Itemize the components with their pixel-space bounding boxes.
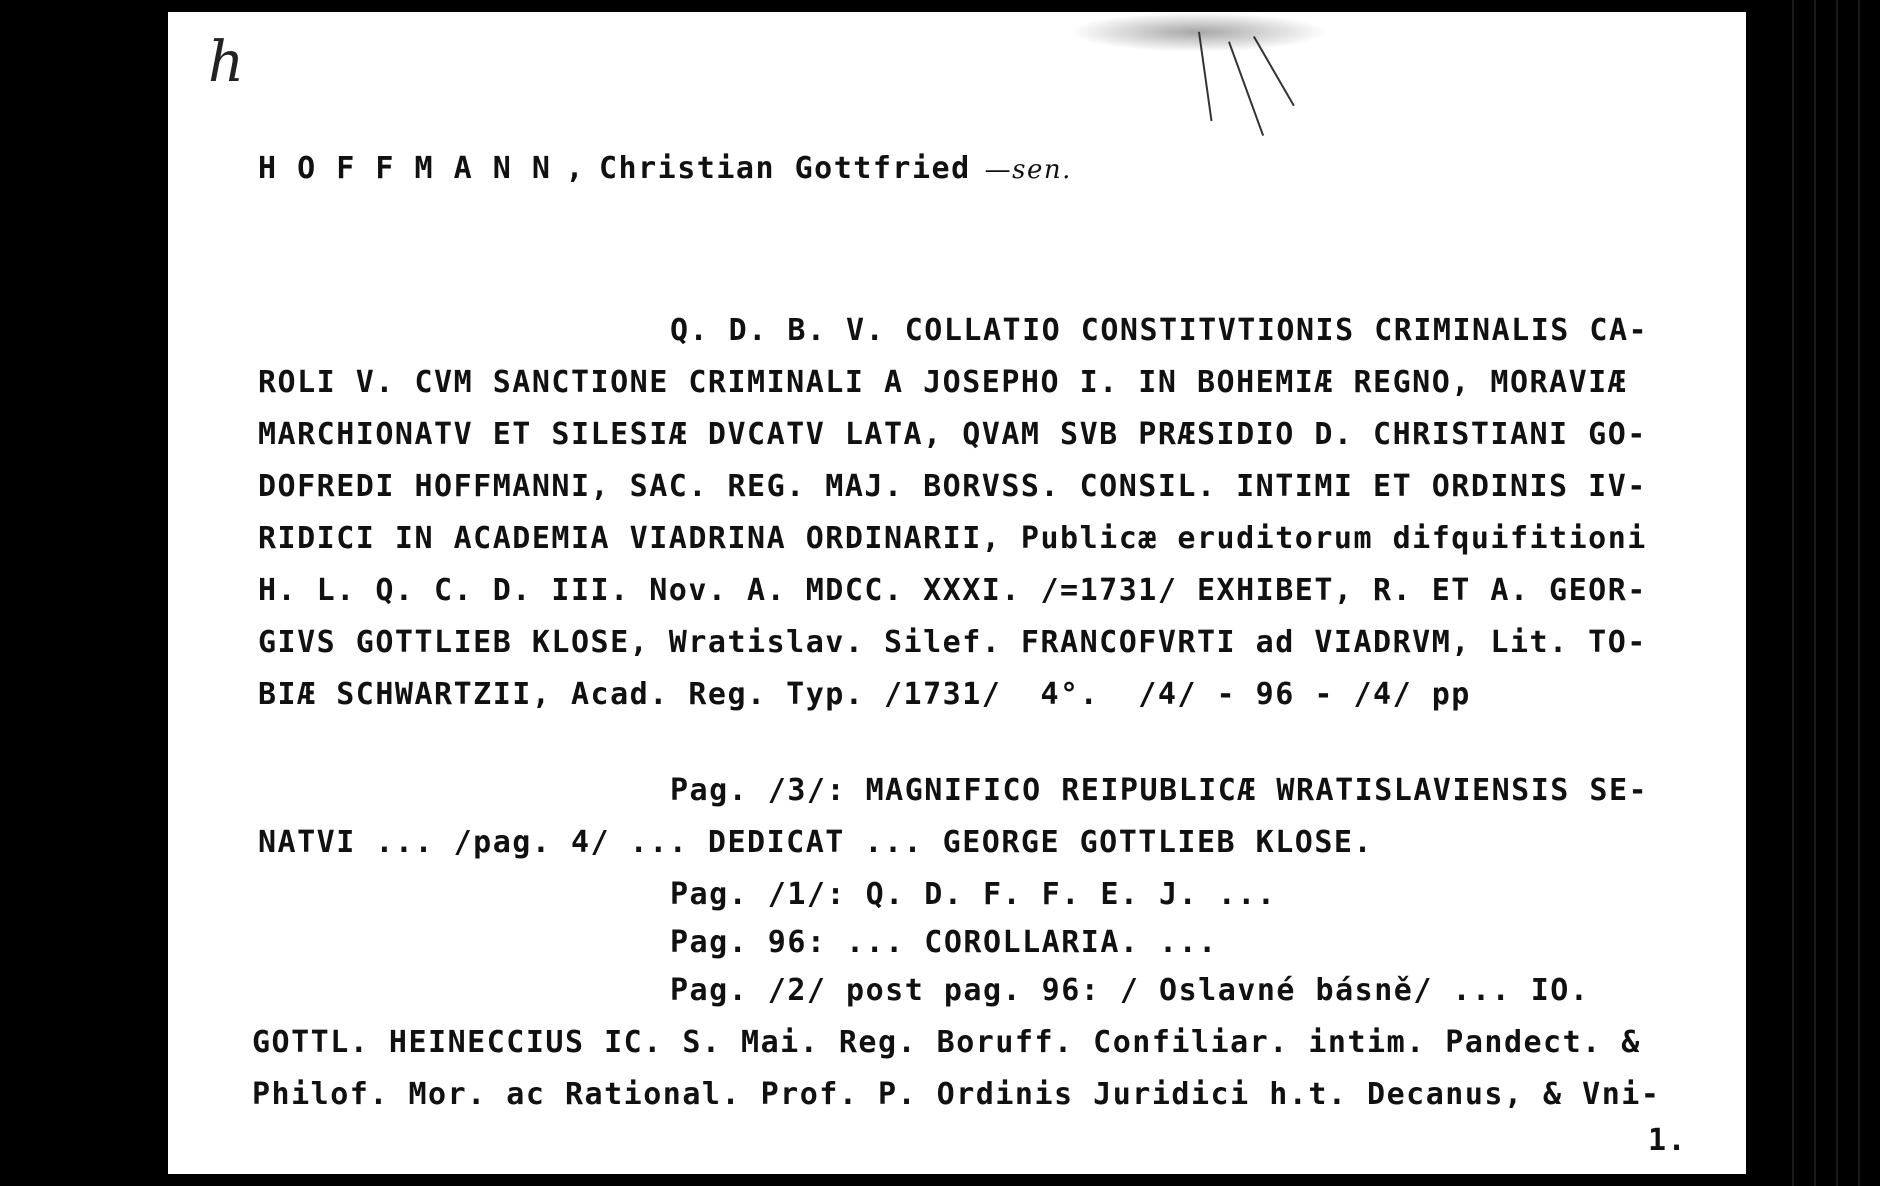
note-line: GOTTL. HEINECCIUS IC. S. Mai. Reg. Boruff. Confiliar. intim. Pandect. & bbox=[252, 1025, 1641, 1060]
scan-streak bbox=[1228, 41, 1264, 136]
title-line: ROLI V. CVM SANCTIONE CRIMINALI A JOSEPHO I. IN BOHEMIÆ REGNO, MORAVIÆ bbox=[258, 365, 1628, 400]
catalog-card bbox=[168, 12, 1746, 1174]
title-line: H. L. Q. C. D. III. Nov. A. MDCC. XXXI. /=1731/ EXHIBET, R. ET A. GEOR- bbox=[258, 573, 1647, 608]
note-line: Pag. /2/ post pag. 96: / Oslavné básně/ ... IO. bbox=[670, 973, 1590, 1008]
title-line: RIDICI IN ACADEMIA VIADRINA ORDINARII, Publicæ eruditorum difquifitioni bbox=[258, 521, 1647, 556]
note-line: Pag. /1/: Q. D. F. F. E. J. ... bbox=[670, 877, 1277, 912]
card-heading bbox=[258, 152, 1072, 187]
title-line: BIÆ SCHWARTZII, Acad. Reg. Typ. /1731/ 4°. /4/ - 96 - /4/ pp bbox=[258, 677, 1471, 712]
heading-separator: , bbox=[565, 151, 585, 186]
note-line: Pag. 96: ... COROLLARIA. ... bbox=[670, 925, 1218, 960]
title-line: Q. D. B. V. COLLATIO CONSTITVTIONIS CRIMINALIS CA- bbox=[670, 313, 1649, 348]
corner-handwritten-mark: h bbox=[208, 30, 245, 95]
title-line: MARCHIONATV ET SILESIÆ DVCATV LATA, QVAM SVB PRÆSIDIO D. CHRISTIANI GO- bbox=[258, 417, 1647, 452]
page-number: 1. bbox=[1648, 1123, 1688, 1158]
scan-border bbox=[1782, 0, 1880, 1186]
note-line: Philof. Mor. ac Rational. Prof. P. Ordinis Juridici h.t. Decanus, & Vni- bbox=[252, 1077, 1661, 1112]
heading-handwritten-note: —sen. bbox=[984, 155, 1072, 185]
note-line: Pag. /3/: MAGNIFICO REIPUBLICÆ WRATISLAVIENSIS SE- bbox=[670, 773, 1649, 808]
heading-given-names: Christian Gottfried bbox=[599, 151, 971, 186]
title-line: GIVS GOTTLIEB KLOSE, Wratislav. Silef. FRANCOFVRTI ad VIADRVM, Lit. TO- bbox=[258, 625, 1647, 660]
title-line: DOFREDI HOFFMANNI, SAC. REG. MAJ. BORVSS. CONSIL. INTIMI ET ORDINIS IV- bbox=[258, 469, 1647, 504]
note-line: NATVI ... /pag. 4/ ... DEDICAT ... GEORGE GOTTLIEB KLOSE. bbox=[258, 825, 1374, 860]
heading-surname: H O F F M A N N bbox=[258, 151, 552, 186]
